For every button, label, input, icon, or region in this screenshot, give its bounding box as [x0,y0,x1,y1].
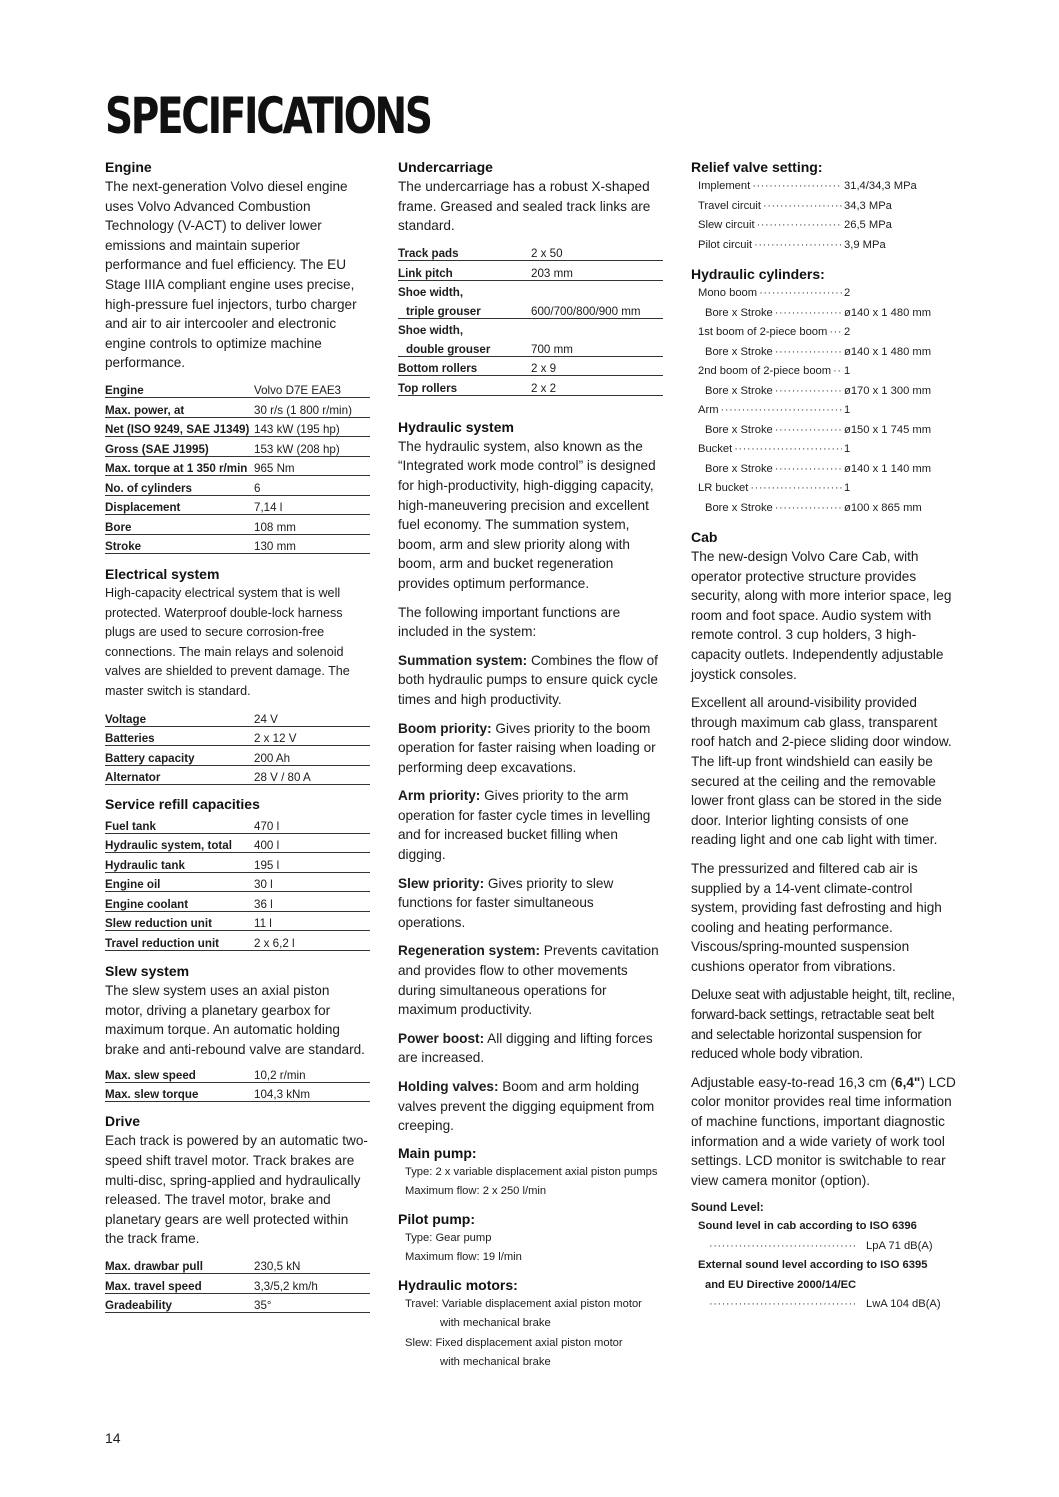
spec-value: 1 [844,443,851,455]
electrical-heading: Electrical system [105,566,220,583]
sound-ext-value: LwA 104 dB(A) [866,1298,941,1311]
main-pump-heading: Main pump: [398,1144,477,1161]
feature-title: Boom priority: [398,720,492,736]
cab-text-1: The new-design Volvo Care Cab, with operator protective structure provides security, along with more interior space, leg room and foot space. Audio system with remote control. 3 cup holders, 3 high-capacity outlets. Independently adjustable joystick consoles. [691,549,952,682]
spec-row [105,911,370,931]
spec-label: Arm [698,404,719,416]
leader-dots [734,440,842,460]
spec-value: 2 x 50 [531,242,663,261]
spec-value: 10,2 r/min [254,1063,370,1082]
spec-value: 11 l [254,911,370,931]
spec-row [105,476,370,496]
spec-row [105,495,370,515]
spec-value: 400 l [254,833,370,853]
spec-row [105,833,370,853]
spec-label: Bore x Stroke [705,462,773,475]
spec-row [698,197,956,217]
sound-cab-label: Sound level in cab according to ISO 6396 [698,1220,917,1233]
leader-dots [752,177,842,197]
spec-value: 2 x 12 V [254,726,370,746]
sound-ext-label-2: and EU Directive 2000/14/EC [705,1278,857,1291]
spec-label: Bore x Stroke [705,501,773,514]
pilot-pump-type: Type: Gear pump [405,1231,492,1244]
drive-table [105,1255,370,1314]
spec-value: 1 [844,482,851,494]
spec-row [698,421,956,441]
spec-label: Gradeability [105,1293,254,1313]
column-middle [398,158,663,1373]
spec-row [105,707,370,726]
spec-label: Bucket [698,443,733,455]
spec-label: Max. drawbar pull [105,1255,254,1274]
leader-dots [829,323,842,343]
spec-label: Engine coolant [105,892,254,912]
cab-text-5 [691,1073,956,1191]
spec-value: 30 r/s (1 800 r/min) [254,398,370,418]
spec-value: 6 [254,476,370,496]
spec-value: 1 [844,404,851,416]
spec-row [698,284,956,304]
spec-value: 143 kW (195 hp) [254,417,370,437]
spec-row [698,440,956,460]
spec-value: 28 V / 80 A [254,765,370,785]
engine-heading: Engine [105,159,152,175]
spec-label: Stroke [105,534,254,554]
spec-label: No. of cylinders [105,476,254,496]
spec-label: double grouser [398,337,531,356]
spec-value: 230,5 kN [254,1255,370,1274]
spec-row [698,479,956,499]
hydraulic-feature [398,719,663,778]
feature-text: Gives priority to slew functions for faster simultaneous operations. [398,875,614,930]
spec-value: ø140 x 1 480 mm [844,306,932,319]
spec-label: triple grouser [398,299,531,318]
spec-row [398,376,663,396]
spec-row [698,343,956,363]
spec-label: Displacement [105,495,254,515]
leader-dots [775,499,842,519]
spec-label: Battery capacity [105,746,254,766]
spec-label: Link pitch [398,261,531,281]
leader-dots [709,1295,858,1315]
spec-label: Slew circuit [698,219,755,231]
monitor-size-inches: 6,4" [895,1074,921,1090]
feature-text: Gives priority to the arm operation for faster cycle times in levelling and for increased bucket filling when digging. [398,788,651,863]
spec-row [698,323,956,343]
feature-text: All digging and lifting forces are increased. [398,1030,653,1066]
spec-label: Alternator [105,765,254,785]
leader-dots [757,216,842,236]
spec-row [698,216,956,236]
leader-dots [721,401,842,421]
leader-dots [754,236,842,256]
motor-travel: Travel: Variable displacement axial piston motor [405,1297,642,1310]
relief-heading: Relief valve setting: [691,159,823,175]
hydraulic-feature [398,651,663,710]
spec-label: Pilot circuit [698,238,753,251]
slew-text: The slew system uses an axial piston motor, driving a planetary gearbox for maximum torque. An automatic holding brake and anti-rebound valve are standard. [105,982,365,1057]
spec-row [105,853,370,873]
cylinders-heading: Hydraulic cylinders: [691,266,825,282]
hydraulic-feature [398,1029,663,1068]
spec-value: 200 Ah [254,746,370,766]
leader-dots [763,197,842,217]
leader-dots [775,304,842,324]
spec-row [398,356,663,376]
spec-label: Engine [105,379,254,398]
relief-list [691,177,956,255]
hydraulic-features [398,642,663,1136]
cab-text-2: Excellent all around-visibility provided through maximum cab glass, transparent roof hatch and 2-piece sliding door window. The lift-up front windshield can easily be secured at the ceiling and the removable lower front glass can be stored in the side door. Interior lighting consists of one reading light and one cab light with timer. [691,695,952,848]
spec-row [398,318,663,337]
feature-text: Combines the flow of both hydraulic pumps to ensure quick cycle times and high productivity. [398,652,658,707]
refill-heading: Service refill capacities [105,796,260,813]
leader-dots [759,284,842,304]
spec-value: 24 V [254,707,370,726]
feature-title: Slew priority: [398,875,485,891]
spec-row [105,765,370,785]
sound-heading: Sound Level: [691,1201,764,1215]
leader-dots [775,382,842,402]
spec-row [105,746,370,766]
spec-row [105,417,370,437]
spec-value: 195 l [254,853,370,873]
spec-label: Hydraulic tank [105,853,254,873]
spec-row [698,362,956,382]
spec-label: Net (ISO 9249, SAE J1349) [105,417,254,437]
spec-value: 30 l [254,872,370,892]
spec-value: 31,4/34,3 MPa [844,180,917,192]
hydraulic-feature [398,941,663,1019]
spec-value: 153 kW (208 hp) [254,437,370,457]
motor-slew-brake: with mechanical brake [440,1356,551,1369]
spec-label: Max. travel speed [105,1274,254,1294]
spec-row [105,726,370,746]
motors-heading: Hydraulic motors: [398,1276,518,1293]
spec-value: 2 x 2 [531,376,663,396]
spec-value: ø140 x 1 140 mm [844,462,932,475]
spec-label: Bore [105,515,254,535]
spec-row [698,460,956,480]
spec-row [105,1274,370,1294]
spec-row [398,280,663,299]
electrical-table [105,707,370,785]
spec-row [105,1293,370,1313]
undercarriage-heading: Undercarriage [398,159,493,175]
spec-row [698,236,956,256]
leader-dots [750,479,842,499]
spec-label: Top rollers [398,376,531,396]
engine-text: The next-generation Volvo diesel engine uses Volvo Advanced Combustion Technology (V-ACT) to deliver lower emissions and maintain superior performance and fuel efficiency. The EU Stage IIIA compliant engine uses precise, high-pressure fuel injectors, turbo charger and air to air intercooler and electronic engine controls to optimize machine performance. [105,179,357,371]
cylinders-list [691,284,956,518]
motor-slew: Slew: Fixed displacement axial piston motor [405,1336,623,1349]
spec-value: ø150 x 1 745 mm [844,423,932,436]
feature-title: Arm priority: [398,788,481,804]
spec-value: 35° [254,1293,370,1313]
spec-value: 2 x 6,2 l [254,931,370,951]
spec-row [105,1082,370,1102]
spec-row [698,382,956,402]
spec-label: Gross (SAE J1995) [105,437,254,457]
spec-row [398,337,663,356]
feature-text: Gives priority to the boom operation for faster raising when loading or performing deep excavations. [398,720,656,775]
spec-label: Bottom rollers [398,356,531,376]
engine-table [105,379,370,555]
spec-label: Max. power, at [105,398,254,418]
spec-value: 203 mm [531,261,663,281]
spec-row [105,814,370,833]
spec-label: Bore x Stroke [705,345,773,358]
spec-label: Batteries [105,726,254,746]
spec-row [105,398,370,418]
spec-row [698,304,956,324]
spec-label: Shoe width, [398,324,464,338]
spec-label: Track pads [398,242,531,261]
hydraulic-feature [398,786,663,864]
spec-label: Bore x Stroke [705,423,773,436]
hydraulic-heading: Hydraulic system [398,418,514,435]
leader-dots [709,1237,858,1257]
sound-cab-value: LpA 71 dB(A) [866,1239,933,1252]
spec-value: 7,14 l [254,495,370,515]
spec-value: 108 mm [254,515,370,535]
spec-value: ø100 x 865 mm [844,501,922,514]
pilot-pump-flow: Maximum flow: 19 l/min [405,1251,522,1264]
drive-heading: Drive [105,1113,141,1130]
spec-row [105,534,370,554]
hydraulic-feature [398,874,663,933]
spec-row [105,379,370,398]
spec-row [105,515,370,535]
spec-value: 3,3/5,2 km/h [254,1274,370,1294]
cab-text-5c: ) LCD color monitor provides real time information of machine functions, important diagnostic information and a wide variety of work tool settings. LCD monitor is switchable to rear view camera monitor (option). [691,1074,956,1188]
spec-label: Mono boom [698,287,758,299]
spec-row [105,1255,370,1274]
pilot-pump-heading: Pilot pump: [398,1210,475,1227]
spec-value [531,280,663,299]
motor-travel-brake: with mechanical brake [440,1317,551,1330]
spec-value: ø170 x 1 300 mm [844,384,932,397]
main-pump-flow: Maximum flow: 2 x 250 l/min [405,1185,547,1198]
spec-value: 36 l [254,892,370,912]
spec-row [698,401,956,421]
leader-dots [833,362,842,382]
leader-dots [775,460,842,480]
cab-text-5a: Adjustable easy-to-read 16,3 cm ( [691,1074,896,1090]
spec-label: Bore x Stroke [705,306,773,319]
column-right [691,158,956,1315]
spec-row [398,299,663,318]
spec-label: Slew reduction unit [105,911,254,931]
spec-value: Volvo D7E EAE3 [254,379,370,398]
spec-value: 3,9 MPa [844,238,886,251]
spec-value: 700 mm [531,337,663,356]
cab-text-3: The pressurized and filtered cab air is supplied by a 14-vent climate-control system, providing fast defrosting and high cooling and heating performance. Viscous/spring-mounted suspension cushions operator from vibrations. [691,860,942,974]
spec-row [105,872,370,892]
spec-row [698,499,956,519]
hydraulic-feature [398,1077,663,1136]
leader-dots [775,343,842,363]
refill-table [105,814,370,951]
sound-ext-label-1: External sound level according to ISO 6395 [698,1259,928,1272]
electrical-text: High-capacity electrical system that is well protected. Waterproof double-lock harness plugs are used to secure corrosion-free connections. The main relays and solenoid valves are shielded to prevent damage. The master switch is standard. [105,586,350,698]
spec-value: 104,3 kNm [254,1082,370,1102]
spec-row [105,456,370,476]
spec-label: 1st boom of 2-piece boom [698,326,828,338]
slew-table [105,1063,370,1102]
spec-label: Max. slew torque [105,1082,254,1102]
spec-row [105,437,370,457]
spec-label: Bore x Stroke [705,384,773,397]
slew-heading: Slew system [105,962,190,979]
undercarriage-text: The undercarriage has a robust X-shaped frame. Greased and sealed track links are standard. [398,179,651,234]
drive-text: Each track is powered by an automatic two-speed shift travel motor. Track brakes are multi-disc, spring-applied and hydraulically released. The travel motor, brake and planetary gears are well protected within the track frame. [105,1133,368,1247]
spec-value: 26,5 MPa [844,219,892,231]
spec-label: Shoe width, [398,286,464,300]
spec-label: Engine oil [105,872,254,892]
feature-title: Summation system: [398,652,528,668]
page-title: SPECIFICATIONS [105,87,431,145]
feature-text: Prevents cavitation and provides flow to other movements during simultaneous operations for maximum productivity. [398,943,659,1018]
spec-row [398,242,663,261]
spec-label: Max. torque at 1 350 r/min [105,456,254,476]
feature-text: Boom and arm holding valves prevent the digging equipment from creeping. [398,1079,655,1134]
spec-value: 2 x 9 [531,356,663,376]
spec-label: Max. slew speed [105,1063,254,1082]
spec-label: Fuel tank [105,814,254,833]
undercarriage-table [398,242,663,396]
feature-title: Power boost: [398,1030,485,1046]
sound-cab-row [691,1237,956,1257]
page-number: 14 [105,1430,121,1446]
spec-label: Travel circuit [698,199,761,212]
spec-value [531,318,663,337]
spec-value: 470 l [254,814,370,833]
hydraulic-text-2: The following important functions are included in the system: [398,604,621,640]
spec-label: Hydraulic system, total [105,833,254,853]
feature-title: Holding valves: [398,1079,499,1094]
spec-row [105,892,370,912]
cab-heading: Cab [691,529,718,545]
main-pump-type: Type: 2 x variable displacement axial piston pumps [405,1165,658,1178]
spec-row [698,177,956,197]
spec-label: LR bucket [698,482,749,494]
sound-ext-row [691,1295,956,1315]
spec-row [398,261,663,281]
spec-label: 2nd boom of 2-piece boom [698,365,832,377]
spec-row [105,1063,370,1082]
column-left [105,158,370,1313]
spec-label: Implement [698,180,751,192]
spec-value: 34,3 MPa [844,199,892,212]
spec-value: 600/700/800/900 mm [531,299,663,318]
leader-dots [775,421,842,441]
spec-label: Voltage [105,707,254,726]
hydraulic-text-1: The hydraulic system, also known as the “Integrated work mode control” is designed for high-productivity, high-digging capacity, high-maneuvering precision and excellent fuel economy. The summation system, boom, arm and slew priority along with boom, arm and bucket regeneration provides optimum performance. [398,438,656,591]
spec-label: Travel reduction unit [105,931,254,951]
spec-value: 1 [844,365,851,377]
spec-value: ø140 x 1 480 mm [844,345,932,358]
feature-title: Regeneration system: [398,943,541,959]
spec-value: 130 mm [254,534,370,554]
spec-value: 2 [844,326,851,338]
spec-value: 965 Nm [254,456,370,476]
cab-text-4: Deluxe seat with adjustable height, tilt, recline, forward-back settings, retractable seat belt and selectable horizontal suspension for reduced whole body vibration. [691,987,955,1062]
spec-row [105,931,370,951]
spec-value: 2 [844,287,851,299]
